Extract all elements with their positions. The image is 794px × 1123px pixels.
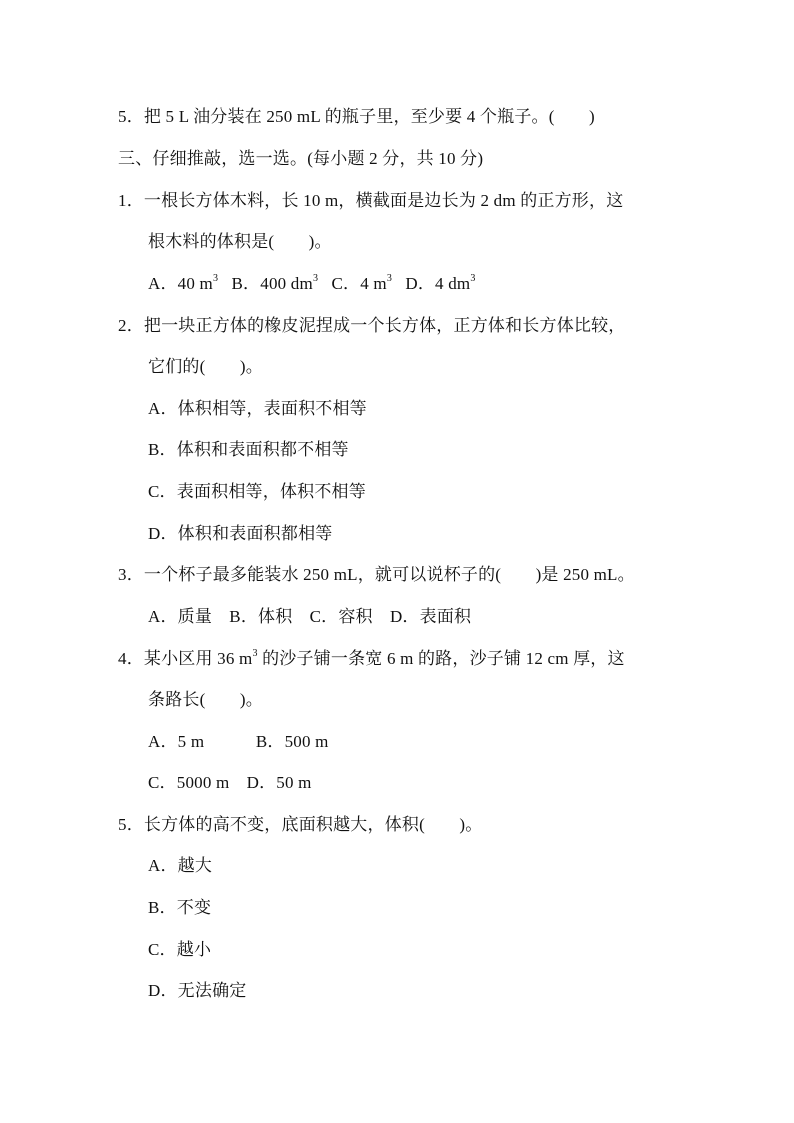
question-1-line-2: 根木料的体积是( )。	[148, 232, 332, 251]
question-4-options-row-2: C．5000 m D．50 m	[148, 773, 312, 792]
question-4-line-1: 4．某小区用 36 $m^3$ 的沙子铺一条宽 6 m 的路，沙子铺 12 cm 厚，这	[118, 648, 625, 668]
question-1-line-1: 1．一根长方体木料，长 10 m，横截面是边长为 2 dm 的正方形，这	[118, 191, 624, 210]
prev-question-5: 5．把 5 L 油分装在 250 mL 的瓶子里，至少要 4 个瓶子。( )	[118, 107, 595, 126]
question-2-option-a: A．体积相等，表面积不相等	[148, 399, 367, 418]
question-5-option-d: D．无法确定	[148, 981, 247, 1000]
option-b: B．400 $dm^3$	[231, 273, 319, 293]
section-3-heading: 三、仔细推敲，选一选。(每小题 2 分，共 10 分)	[118, 149, 484, 168]
option-a: A．40 $m^3$	[148, 273, 219, 293]
question-5-option-a: A．越大	[148, 856, 213, 875]
question-4-options-row-1: A．5 m B．500 m	[148, 732, 329, 751]
option-c: C．4 $m^3$	[331, 273, 393, 293]
option-d: D．4 $dm^3$	[405, 273, 476, 293]
question-2-line-2: 它们的( )。	[148, 357, 263, 376]
question-2-option-c: C．表面积相等，体积不相等	[148, 482, 366, 501]
question-5: 5．长方体的高不变，底面积越大，体积( )。	[118, 815, 483, 834]
question-5-option-c: C．越小	[148, 940, 212, 959]
question-2-line-1: 2．把一块正方体的橡皮泥捏成一个长方体，正方体和长方体比较，	[118, 316, 626, 335]
question-3: 3．一个杯子最多能装水 250 mL，就可以说杯子的( )是 250 mL。	[118, 565, 635, 584]
question-3-options: A．质量 B．体积 C．容积 D．表面积	[148, 607, 472, 626]
question-2-option-d: D．体积和表面积都相等	[148, 524, 333, 543]
question-2-option-b: B．体积和表面积都不相等	[148, 440, 349, 459]
question-4-line-2: 条路长( )。	[148, 690, 263, 709]
question-1-options	[148, 274, 476, 294]
question-5-option-b: B．不变	[148, 898, 212, 917]
